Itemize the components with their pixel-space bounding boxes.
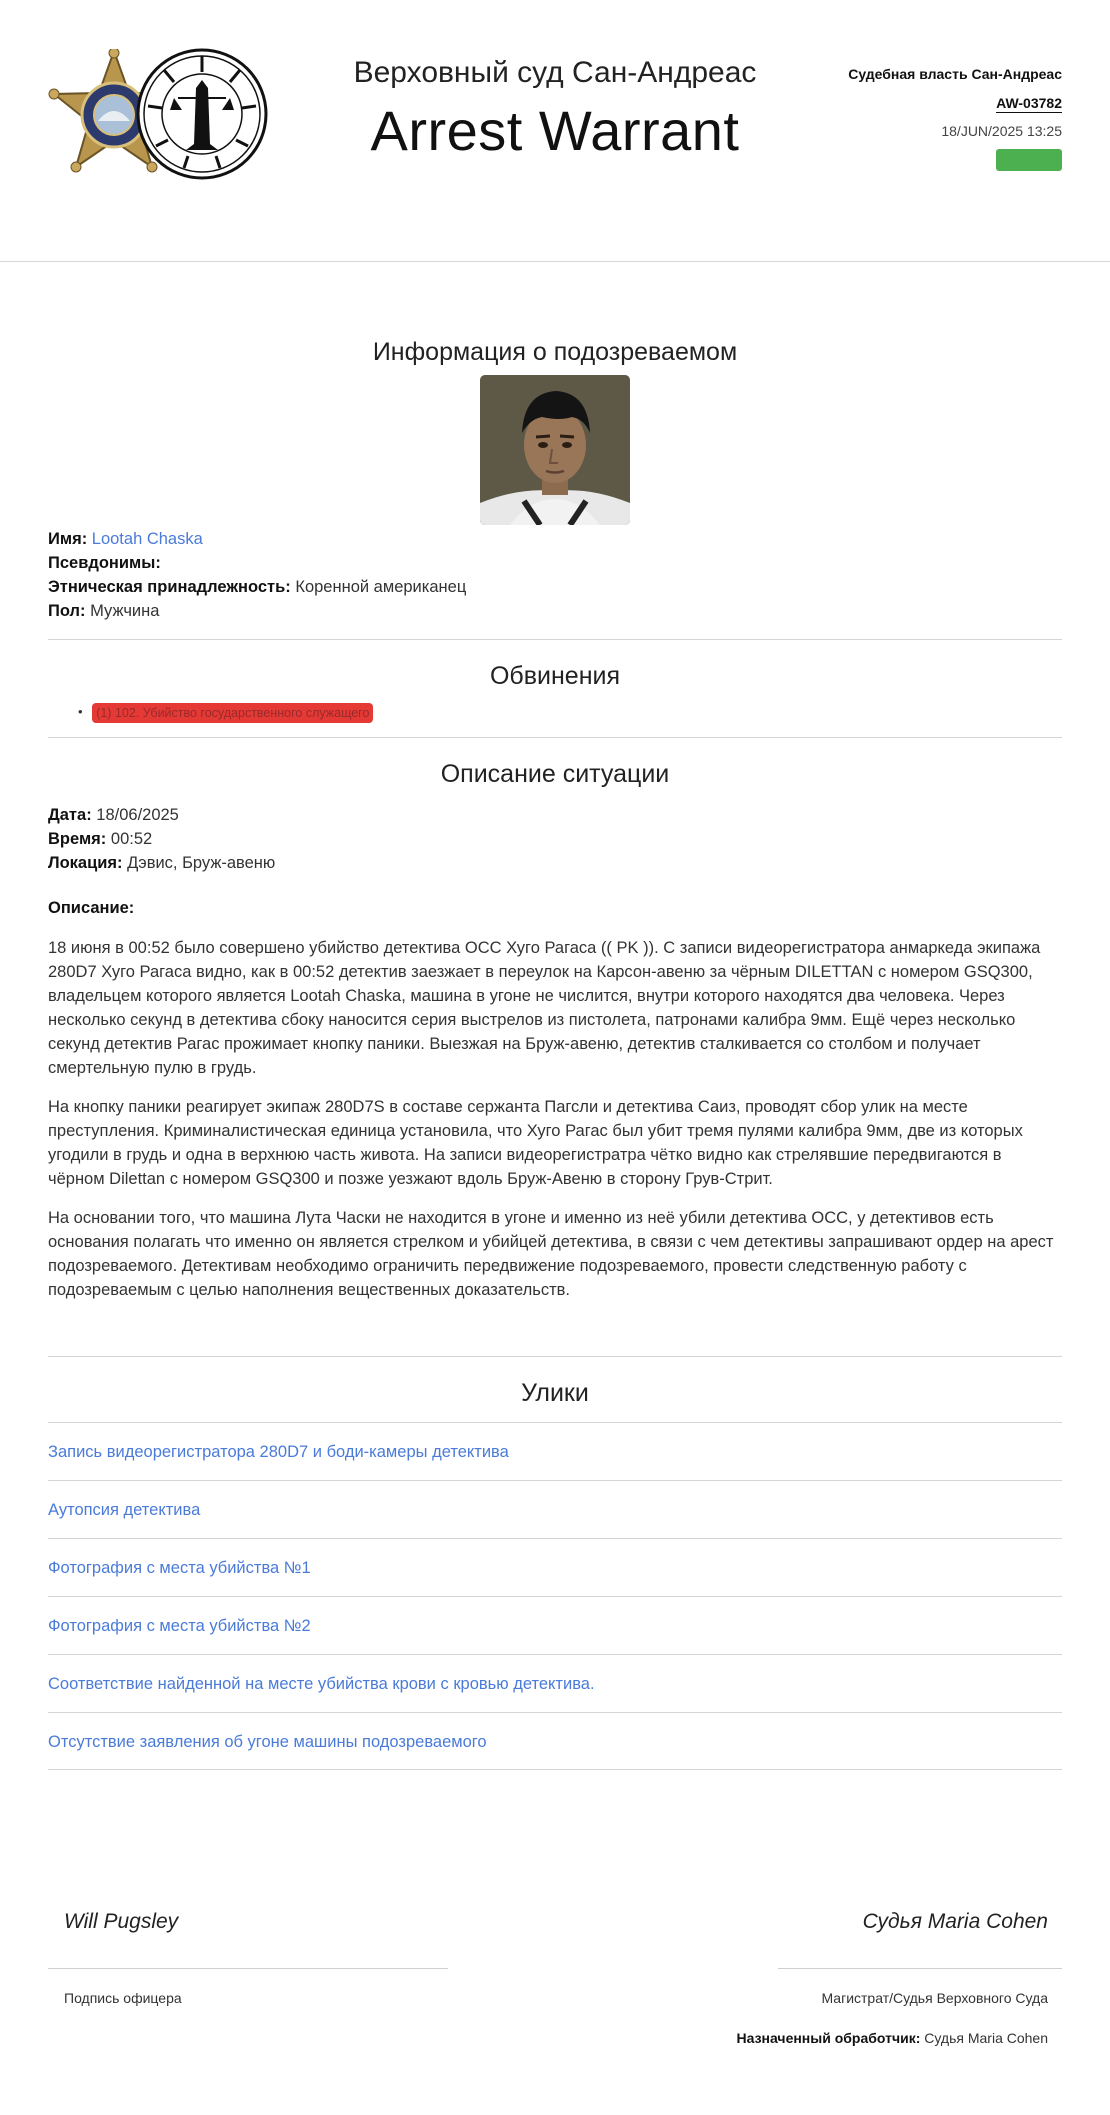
suspect-gender-row — [48, 599, 1062, 623]
section-divider — [48, 639, 1062, 640]
incident-date-label: Дата: — [48, 806, 92, 824]
judge-signature: Судья Maria Cohen — [862, 1910, 1048, 1933]
assigned-handler-label: Назначенный обработчик: — [736, 2030, 921, 2046]
judge-signature-caption: Магистрат/Судья Верховного Суда — [821, 1990, 1048, 2006]
evidence-link[interactable]: Фотография с места убийства №2 — [48, 1617, 311, 1635]
section-divider — [48, 737, 1062, 738]
warrant-meta — [802, 66, 1062, 176]
description-paragraph: На кнопку паники реагирует экипаж 280D7S в составе сержанта Пагсли и детектива Саиз, проводят сбор улик на месте преступления. Криминалистическая единица установила, что Хуго Рагас был убит тремя пулями калибра 9мм, две из которых угодили в грудь и одна в верхнюю часть живота. На записи видеорегистратра чётко видно как стрелявшие передвигаются в чёрном Dilettan с номером GSQ300 и позже уезжают вдоль Бруж-Авеню в сторону Грув-Стрит. — [48, 1098, 1023, 1188]
suspect-name-link[interactable]: Lootah Chaska — [91, 530, 203, 548]
incident-location-value: Дэвис, Бруж-авеню — [127, 854, 276, 872]
suspect-aliases-label: Псевдонимы: — [48, 554, 161, 572]
officer-signature-caption: Подпись офицера — [64, 1990, 182, 2006]
charge-badge[interactable]: (1) 102. Убийство государственного служащего — [92, 703, 373, 723]
evidence-link[interactable]: Отсутствие заявления об угоне машины подозреваемого — [48, 1733, 487, 1751]
evidence-item — [48, 1480, 1062, 1538]
header-title-block — [290, 56, 820, 163]
charges-section-title: Обвинения — [489, 662, 621, 690]
incident-time-value: 00:52 — [110, 830, 153, 848]
evidence-item — [48, 1596, 1062, 1654]
incident-date-value: 18/06/2025 — [96, 806, 179, 824]
situation-section-title: Описание ситуации — [440, 760, 670, 788]
suspect-portrait-icon — [480, 375, 630, 525]
judge-signature-line — [778, 1968, 1062, 1969]
suspect-ethnicity-row — [48, 575, 1062, 599]
evidence-item — [48, 1422, 1062, 1480]
suspect-gender-label: Пол: — [48, 602, 86, 620]
incident-location-label: Локация: — [48, 854, 123, 872]
suspect-ethnicity-label: Этническая принадлежность: — [48, 578, 291, 596]
issuing-authority: Судебная власть Сан-Андреас — [848, 66, 1062, 82]
suspect-name-row — [48, 527, 1062, 551]
status-badge — [996, 149, 1062, 171]
warrant-number[interactable]: AW-03782 — [996, 95, 1062, 111]
evidence-item — [48, 1712, 1062, 1770]
evidence-link[interactable]: Соответствие найденной на месте убийства крови с кровью детектива. — [48, 1675, 595, 1693]
suspect-name-label: Имя: — [48, 530, 88, 548]
officer-signature-line — [48, 1968, 448, 1969]
incident-time-label: Время: — [48, 830, 107, 848]
document-title: Arrest Warrant — [370, 99, 740, 162]
header-logos — [48, 46, 270, 182]
evidence-link[interactable]: Фотография с места убийства №1 — [48, 1559, 311, 1577]
suspect-ethnicity-value: Коренной американец — [295, 578, 467, 596]
evidence-link[interactable]: Запись видеорегистратора 280D7 и боди-камеры детектива — [48, 1443, 509, 1461]
evidence-item — [48, 1538, 1062, 1596]
suspect-photo — [480, 375, 630, 525]
suspect-aliases-row — [48, 551, 1062, 575]
section-divider — [48, 1356, 1062, 1357]
evidence-link[interactable]: Аутопсия детектива — [48, 1501, 201, 1519]
evidence-list — [48, 1422, 1062, 1770]
court-name: Верховный суд Сан-Андреас — [353, 56, 757, 89]
suspect-section-title: Информация о подозреваемом — [372, 338, 738, 366]
warrant-content — [48, 262, 1062, 1770]
description-paragraph: На основании того, что машина Лута Часки не находится в угоне и именно из неё убили детектива OCC, у детективов есть основания полагать что именно он является стрелком и убийцей детектива, в связи с чем детективы запрашивают ордер на арест подозреваемого. Детективам необходимо ограничить передвижение подозреваемого, провести следственную работу с подозреваемым с целью наполнения вещественных доказательств. — [48, 1209, 1054, 1299]
assigned-handler-value: Судья Maria Cohen — [924, 2030, 1048, 2046]
judicial-seal-logo — [134, 46, 270, 182]
officer-signature: Will Pugsley — [64, 1910, 179, 1933]
description-paragraph: 18 июня в 00:52 было совершено убийство детектива OCC Хуго Рагаса (( PK )). С записи видеорегистратора анмаркеда экипажа 280D7 Хуго Рагаса видно, как в 00:52 детектив заезжает в переулок на Карсон-авеню за чёрным DILETTAN с номером GSQ300, владельцем которого является Lootah Chaska, машина в угоне не числится, внутри которого находятся два человека. Через несколько секунд в детектива сбоку наносится серия выстрелов из пистолета, патронами калибра 9мм. Ещё через несколько секунд детектив Рагас прожимает кнопку паники. Выезжая на Бруж-авеню, детектив сталкивается со столбом и получает смертельную пулю в грудь. — [48, 939, 1041, 1077]
incident-date-row — [48, 803, 1062, 827]
charges-list — [78, 701, 1062, 723]
issued-timestamp: 18/JUN/2025 13:25 — [941, 123, 1062, 139]
evidence-item — [48, 1654, 1062, 1712]
document-header — [0, 0, 1110, 262]
incident-location-row — [48, 851, 1062, 875]
evidence-section-title: Улики — [521, 1379, 589, 1407]
incident-time-row — [48, 827, 1062, 851]
assigned-handler — [737, 2030, 1048, 2046]
description-label: Описание: — [48, 899, 135, 917]
charge-item — [78, 701, 1062, 723]
suspect-gender-value: Мужчина — [90, 602, 160, 620]
